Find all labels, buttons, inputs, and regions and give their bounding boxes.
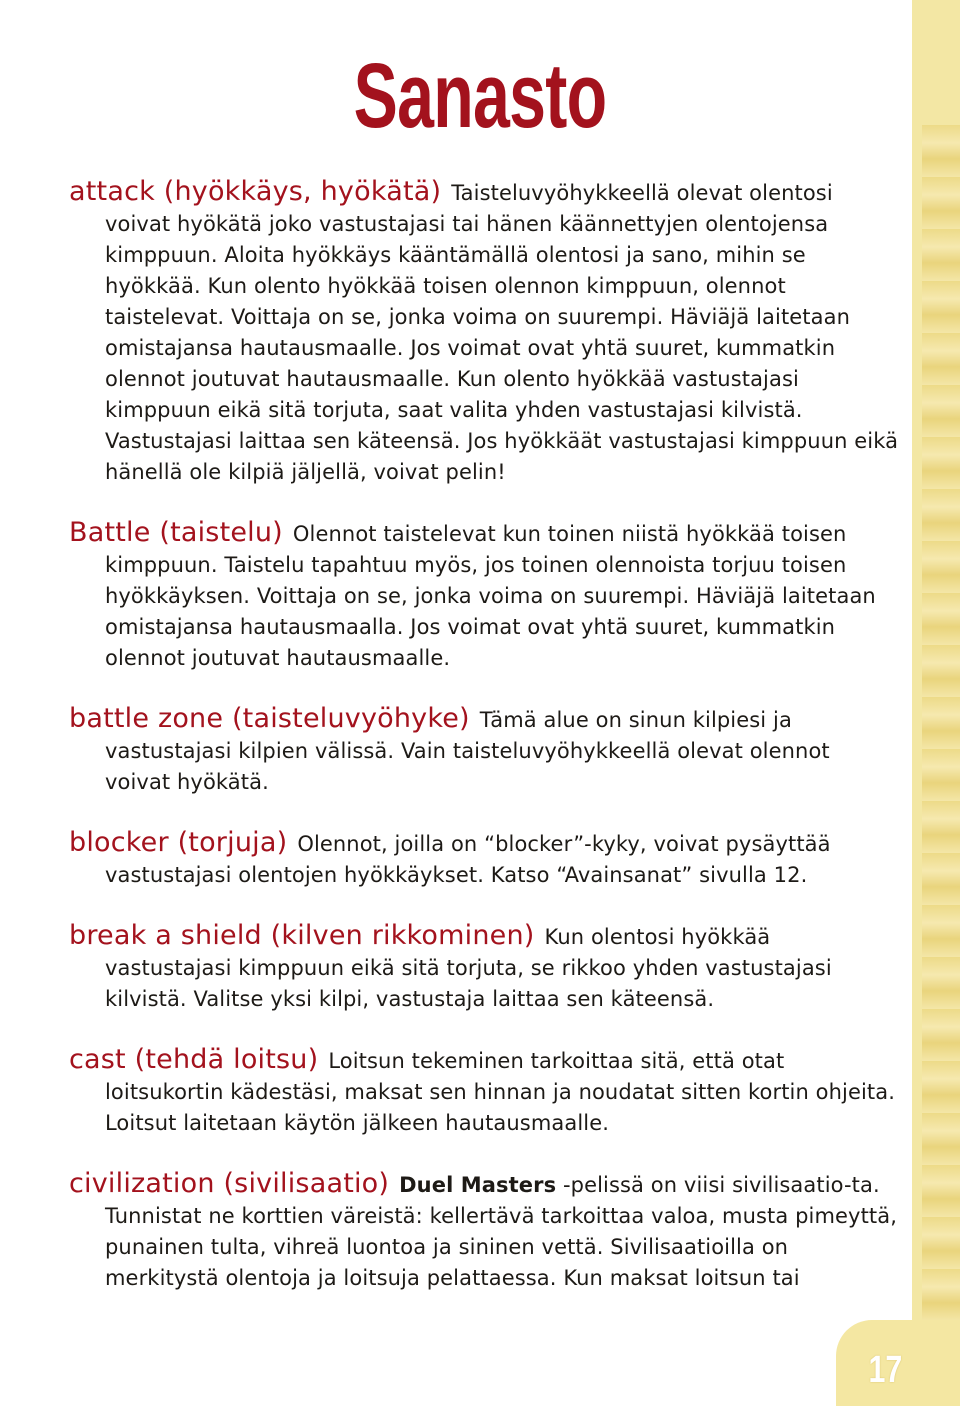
glossary-term: break a shield (kilven rikkominen) [69, 920, 535, 951]
page-number: 17 [868, 1349, 902, 1391]
glossary-definition: Taisteluvyöhykkeellä olevat olentosi voivat hyökätä joko vastustajasi tai hänen käännettyjen olentojensa kimppuun. Aloita hyökkäys kääntämällä olentosi ja sano, mihin se hyökkää. Kun olento hyökkää toisen olennon kimppuun, olennot taistelevat. Voittaja on se, jonka voima on suurempi. Häviäjä laitetaan omistajansa hautausmaalle. Jos voimat ovat yhtä suuret, kummatkin olennot joutuvat hautausmaalle. Kun olento hyökkää vastustajasi kimppuun eikä sitä torjuta, saat valita yhden vastustajasi kilvistä. Vastustajasi laittaa sen käteensä. Jos hyökkäät vastustajasi kimppuun eikä hänellä ole kilpiä jäljellä, voivat pelin! [105, 181, 899, 484]
glossary-term: Battle (taistelu) [69, 517, 283, 548]
glossary-entry-battle [69, 517, 899, 674]
glossary-term: battle zone (taisteluvyöhyke) [69, 703, 470, 734]
glossary-definition: Olennot, joilla on “blocker”-kyky, voivat pysäyttää vastustajasi olentojen hyökkäykset. Katso “Avainsanat” sivulla 12. [105, 832, 831, 887]
glossary-definition: Loitsun tekeminen tarkoittaa sitä, että otat loitsukortin kädestäsi, maksat sen hinnan ja noudatat sitten kortin ohjeita. Loitsut laitetaan käytön jälkeen hautausmaalle. [105, 1049, 895, 1135]
glossary-definition: -pelissä on viisi sivilisaatio-ta. Tunnistat ne korttien väreistä: kellertävä tarkoittaa valoa, musta pimeyttä, punainen tulta, vihreä luontoa ja sininen vettä. Sivilisaatioilla on merkitystä olentoja ja loitsuja pelattaessa. Kun maksat loitsun tai [105, 1173, 897, 1290]
page-title: Sanasto [353, 45, 607, 147]
glossary-entry-break-a-shield [69, 920, 899, 1015]
glossary-definition: Kun olentosi hyökkää vastustajasi kimppuun eikä sitä torjuta, se rikkoo yhden vastustajasi kilvistä. Valitse yksi kilpi, vastustaja laittaa sen käteensä. [105, 925, 832, 1011]
glossary-entry-blocker [69, 827, 899, 891]
glossary-entry-civilization [69, 1168, 899, 1294]
glossary-entry-cast [69, 1044, 899, 1139]
glossary-term: attack (hyökkäys, hyökätä) [69, 176, 442, 207]
decorative-edge-art [922, 125, 960, 1345]
glossary-term: cast (tehdä loitsu) [69, 1044, 319, 1075]
glossary-term: civilization (sivilisaatio) [69, 1168, 390, 1199]
glossary-definition: Olennot taistelevat kun toinen niistä hyökkää toisen kimppuun. Taistelu tapahtuu myös, jos toinen olennoista torjuu toisen hyökkäyksen. Voittaja on se, jonka voima on suurempi. Häviäjä laitetaan omistajansa hautausmaalla. Jos voimat ovat yhtä suuret, kummatkin olennot joutuvat hautausmaalle. [105, 522, 876, 670]
glossary-list [69, 176, 899, 1323]
glossary-entry-battle-zone [69, 703, 899, 798]
game-name: Duel Masters [399, 1173, 557, 1197]
glossary-entry-attack [69, 176, 899, 488]
page-number-tab [836, 1320, 960, 1406]
glossary-definition: Tämä alue on sinun kilpiesi ja vastustajasi kilpien välissä. Vain taisteluvyöhykkeellä olevat olennot voivat hyökätä. [105, 708, 830, 794]
glossary-term: blocker (torjuja) [69, 827, 288, 858]
